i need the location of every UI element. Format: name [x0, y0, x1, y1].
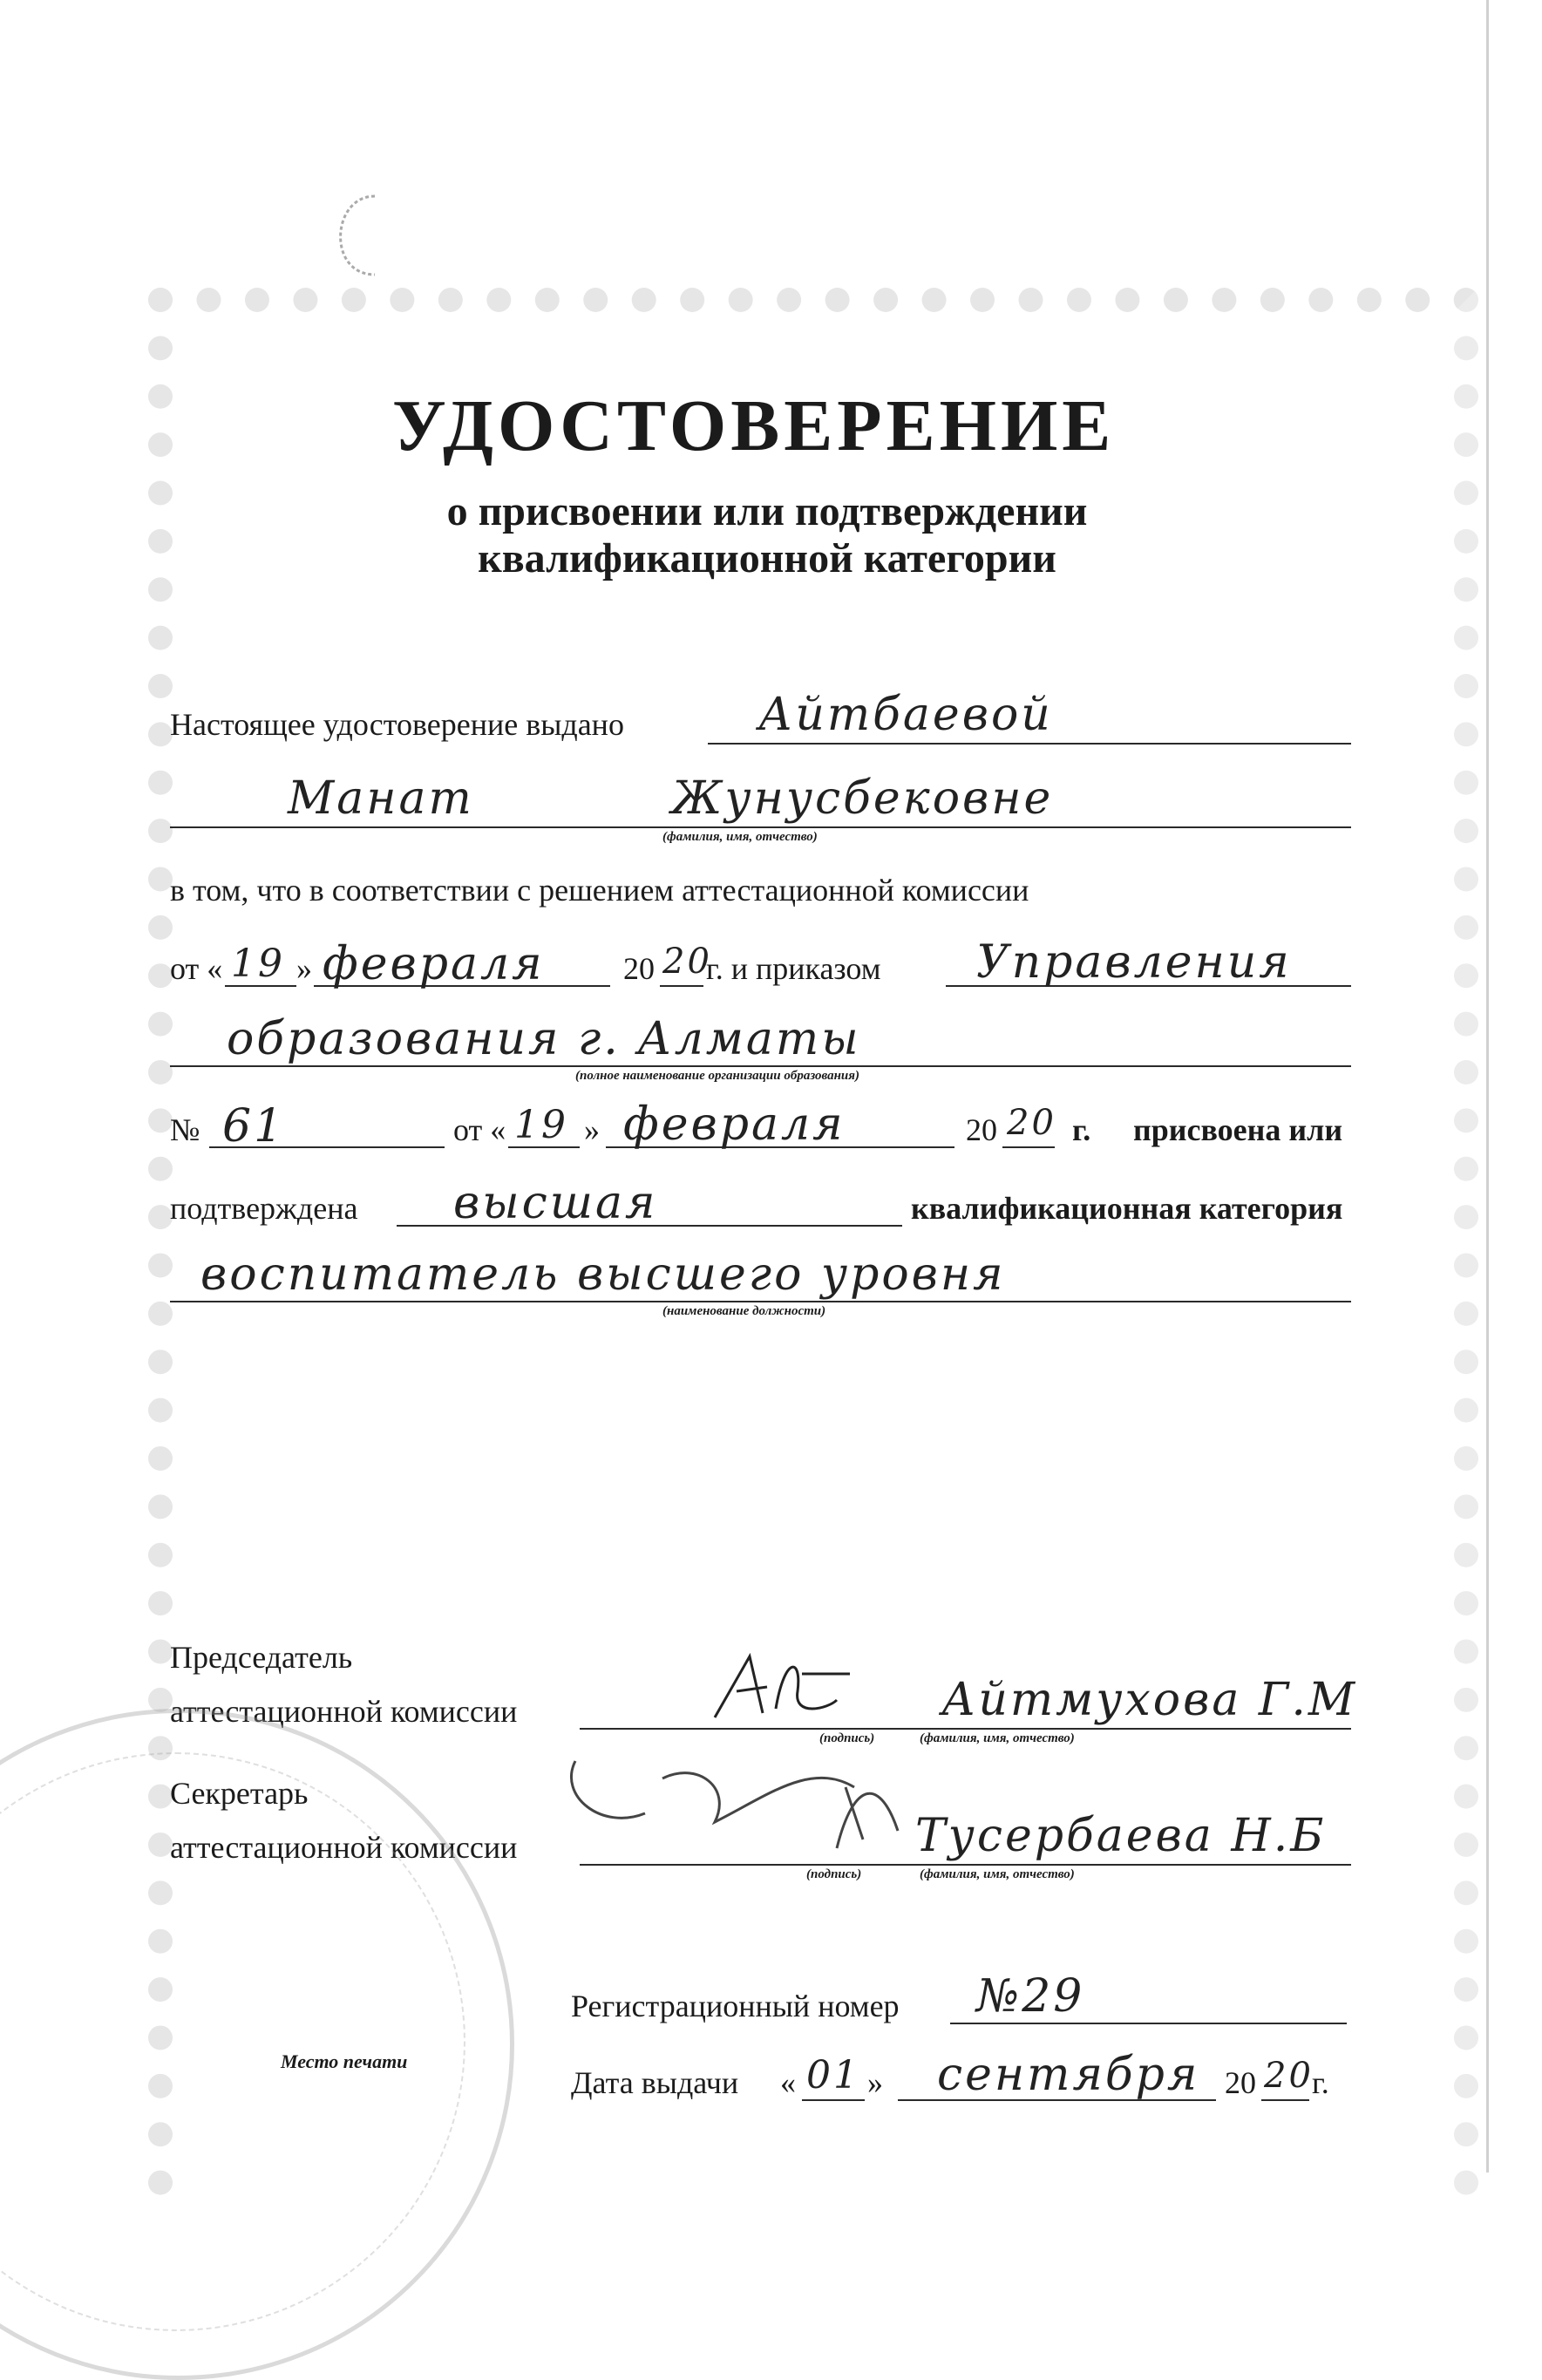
order-label: г. и приказом: [706, 951, 881, 986]
chair-label-1: Председатель: [170, 1640, 353, 1675]
decision-month-handwritten: февраля: [323, 938, 545, 990]
order-day-handwritten: 19: [514, 1103, 568, 1147]
issue-label: Дата выдачи: [571, 2065, 739, 2100]
chair-sign-caption: (подпись): [819, 1731, 875, 1745]
decision-year-handwritten: 20: [662, 942, 712, 982]
position-caption: (наименование должности): [662, 1304, 826, 1318]
position-line: [170, 1301, 1351, 1302]
punch-hole-mark: [314, 179, 401, 292]
reg-number-handwritten: №29: [976, 1970, 1085, 2023]
number-label: №: [170, 1112, 200, 1147]
decision-day-handwritten: 19: [231, 942, 285, 986]
secretary-signature: [549, 1726, 933, 1874]
org-line-2: [170, 1065, 1351, 1067]
issue-suffix: г.: [1312, 2065, 1329, 2100]
decision-quote-close: »: [296, 951, 312, 986]
first-name-handwritten: Манат: [288, 772, 474, 825]
surname-line: [708, 743, 1351, 745]
issue-year-line: [1261, 2099, 1309, 2101]
secretary-sign-caption: (подпись): [806, 1867, 862, 1881]
issued-label: Настоящее удостоверение выдано: [170, 707, 624, 742]
document-subtitle-line2: квалификационной категории: [478, 535, 1056, 581]
chair-label-2: аттестационной комиссии: [170, 1694, 518, 1729]
issue-month-handwritten: сентября: [937, 2049, 1200, 2101]
secretary-label-2: аттестационной комиссии: [170, 1830, 518, 1865]
assigned-text: присвоена или: [1133, 1112, 1343, 1147]
decision-year-line: [660, 985, 703, 987]
stamp-place-label: Место печати: [281, 2050, 408, 2072]
position-handwritten: воспитатель высшего уровня: [200, 1248, 1006, 1301]
assigned-g-label: г.: [1072, 1112, 1091, 1147]
chair-fio-caption: (фамилия, имя, отчество): [920, 1731, 1075, 1745]
secretary-fio-caption: (фамилия, имя, отчество): [920, 1867, 1075, 1881]
issue-day-handwritten: 01: [806, 2053, 860, 2098]
decision-from-label: от «: [170, 951, 223, 986]
name-line: [170, 826, 1351, 828]
reg-label: Регистрационный номер: [571, 1989, 900, 2023]
issue-year-prefix: 20: [1225, 2065, 1256, 2100]
document-title: УДОСТОВЕРЕНИЕ: [392, 385, 1116, 466]
org-handwritten-1: Управления: [976, 936, 1292, 989]
secretary-name-handwritten: Тусербаева Н.Б: [915, 1810, 1327, 1862]
surname-handwritten: Айтбаевой: [758, 689, 1053, 741]
chair-signature: [697, 1639, 872, 1735]
document-subtitle-line1: о присвоении или подтверждении: [446, 488, 1088, 534]
confirmed-label: подтверждена: [170, 1191, 358, 1226]
commission-text: в том, что в соответствии с решением аттестационной комиссии: [170, 873, 1029, 908]
org-handwritten-2: образования г. Алматы: [227, 1013, 861, 1065]
category-handwritten: высшая: [453, 1177, 658, 1229]
reg-number-line: [950, 2023, 1347, 2024]
order-year-line: [1002, 1146, 1055, 1148]
issue-year-handwritten: 20: [1264, 2056, 1314, 2096]
order-month-handwritten: февраля: [623, 1098, 846, 1151]
org-caption: (полное наименование организации образования): [575, 1069, 859, 1083]
issue-day-line: [802, 2099, 865, 2101]
order-from-label: от «: [453, 1112, 506, 1147]
secretary-label-1: Секретарь: [170, 1776, 309, 1811]
order-quote-close: »: [584, 1112, 600, 1147]
issue-quote-close: »: [867, 2065, 883, 2100]
category-label: квалификационная категория: [911, 1191, 1343, 1226]
chair-name-handwritten: Айтмухова Г.М: [941, 1674, 1358, 1726]
decision-year-prefix: 20: [623, 951, 655, 986]
issue-quote-open: «: [780, 2065, 796, 2100]
name-caption: (фамилия, имя, отчество): [662, 830, 818, 844]
order-year-handwritten: 20: [1007, 1103, 1056, 1143]
order-year-prefix: 20: [966, 1112, 997, 1147]
page-edge: [1486, 0, 1489, 2173]
patronymic-handwritten: Жунусбековне: [671, 772, 1054, 825]
order-number-handwritten: 61: [222, 1100, 286, 1153]
